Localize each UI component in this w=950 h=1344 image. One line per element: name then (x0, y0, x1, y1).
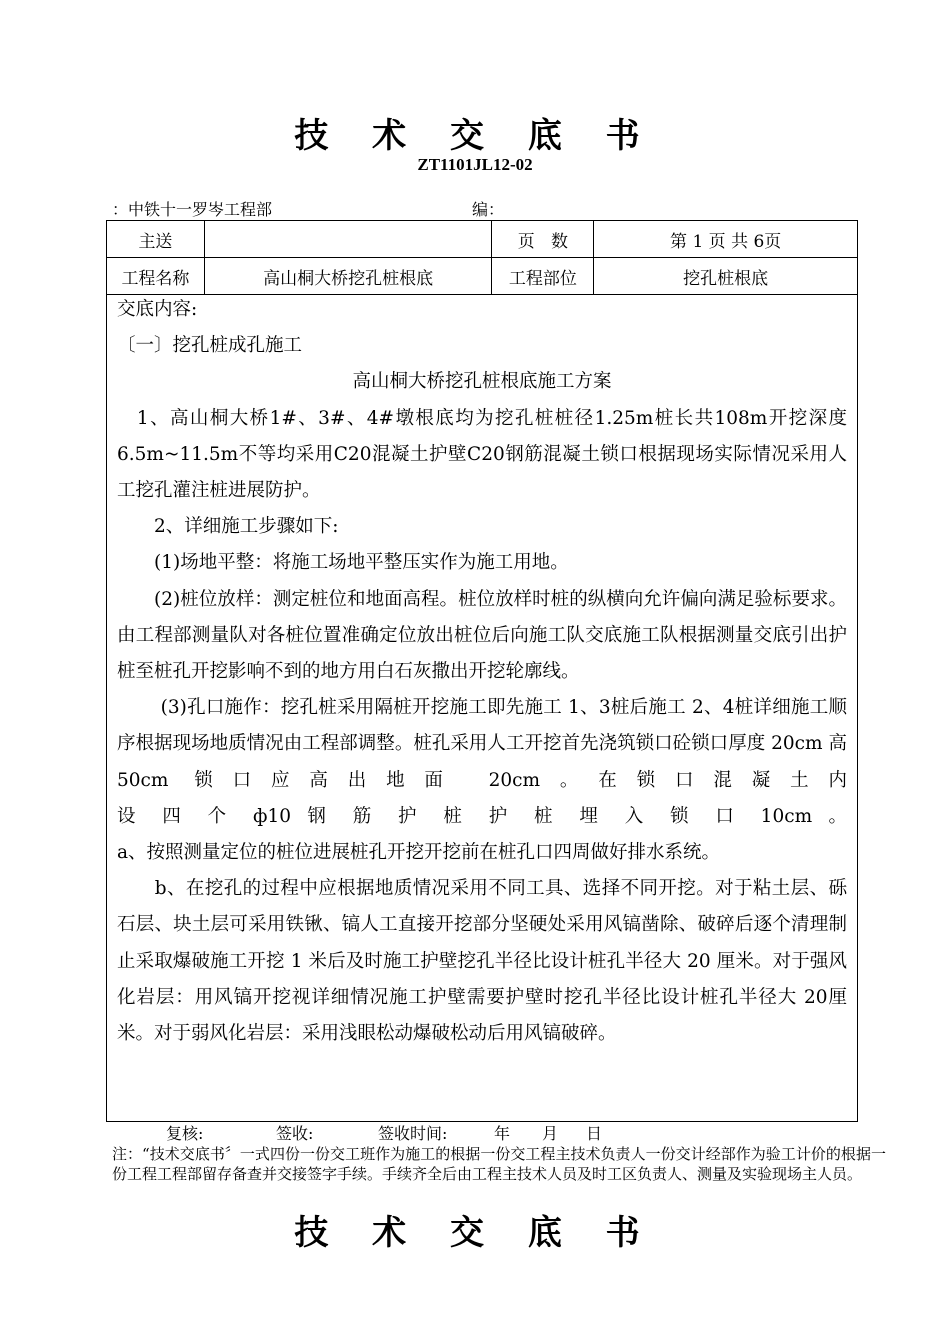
footnote: 注：“技术交底书〞一式四份一份交工班作为施工的根据一份交工程主技术负责人一份交计经部作为验工计价的根据一份工程工程部留存备查并交接签字手续。手续齐全后由工程主技术人员及时工区负责人、测量及实验现场主人员。 (112, 1145, 886, 1183)
recipient-value (204, 221, 492, 258)
header-row-project (107, 258, 858, 295)
section-heading: 〔一〕挖孔桩成孔施工 (117, 335, 303, 357)
header-row-recipient (107, 221, 858, 258)
paragraph: 1、高山桐大桥1#、3#、4#墩根底均为挖孔桩桩径1.25m桩长共108m开挖深度6.5m~11.5m不等均采用C20混凝土护壁C20钢筋混凝土锁口根据现场实际情况采用人工挖孔灌注桩进展防护。 (117, 407, 847, 502)
receiver-label: 签收: (276, 1124, 314, 1143)
content-heading: 交底内容: (117, 299, 198, 320)
paragraph: (1)场地平整：将施工场地平整压实作为施工用地。 (117, 552, 569, 574)
receive-time-label: 签收时间: (378, 1124, 448, 1143)
document-code: ZT1101JL12-02 (417, 155, 533, 174)
next-page-title: 技 术 交 底 书 (294, 1213, 656, 1253)
paragraph: b、在挖孔的过程中应根据地质情况采用不同工具、选择不同开挖。对于粘土层、砾石层、块土层可采用铁锹、镐人工直接开挖部分坚硬处采用风镐凿除、破碎后逐个清理制止采取爆破施工开挖 1 米后及时施工护壁挖孔半径比设计桩孔半径大 20 厘米。对于强风化岩层：用风镐开挖视详细情况施工护壁需要护壁时挖孔半径比设计桩孔半径大 20厘米。对于弱风化岩层：采用浅眼松动爆破松动后用风镐破碎。 (117, 878, 847, 1045)
content-body (117, 292, 847, 1052)
paragraph: (2)桩位放样：测定桩位和地面高程。桩位放样时桩的纵横向允许偏向满足验标要求。由工程部测量队对各桩位置准确定位放出桩位后向施工队交底施工队根据测量交底引出护桩至桩孔开挖影响不到的地方用白石灰撒出开挖轮廓线。 (117, 588, 847, 683)
review-label: 复核: (166, 1124, 204, 1143)
content-box (106, 292, 858, 1122)
unit-name: ：中铁十一罗岑工程部 (112, 200, 273, 219)
page-count-value: 第 1 页 共 6页 (594, 221, 858, 258)
project-part-label: 工程部位 (492, 258, 594, 295)
header-table (106, 220, 858, 295)
project-name-label: 工程名称 (107, 258, 205, 295)
page-count-label: 页 数 (492, 221, 594, 258)
paragraph: 2、详细施工步骤如下: (117, 516, 339, 538)
project-part-value: 挖孔桩根底 (594, 258, 858, 295)
paragraph: (3)孔口施作：挖孔桩采用隔桩开挖施工即先施工 1、3桩后施工 2、4桩详细施工顺序根据现场地质情况由工程部调整。桩孔采用人工开挖首先浇筑锁口砼锁口厚度 20cm 高 50cm 锁口应高出地面 20cm。在锁口混凝土内 (117, 697, 847, 791)
plan-title: 高山桐大桥挖孔桩根底施工方案 (352, 371, 612, 393)
paragraph: a、按照测量定位的桩位进展桩孔开挖开挖前在桩孔口四周做好排水系统。 (117, 842, 721, 864)
month-label: 月 (542, 1124, 559, 1143)
project-name-value: 高山桐大桥挖孔桩根底 (204, 258, 492, 295)
signature-row (106, 1124, 858, 1144)
serial-number-label: 编： (472, 200, 505, 219)
recipient-label: 主送 (107, 221, 205, 258)
paragraph: 设 四 个 ф10 钢 筋 护 桩 护 桩 埋 入 锁 口 10cm 。 (117, 805, 847, 827)
document-title: 技 术 交 底 书 (294, 116, 656, 156)
year-label: 年 (494, 1124, 511, 1143)
day-label: 日 (586, 1124, 603, 1143)
